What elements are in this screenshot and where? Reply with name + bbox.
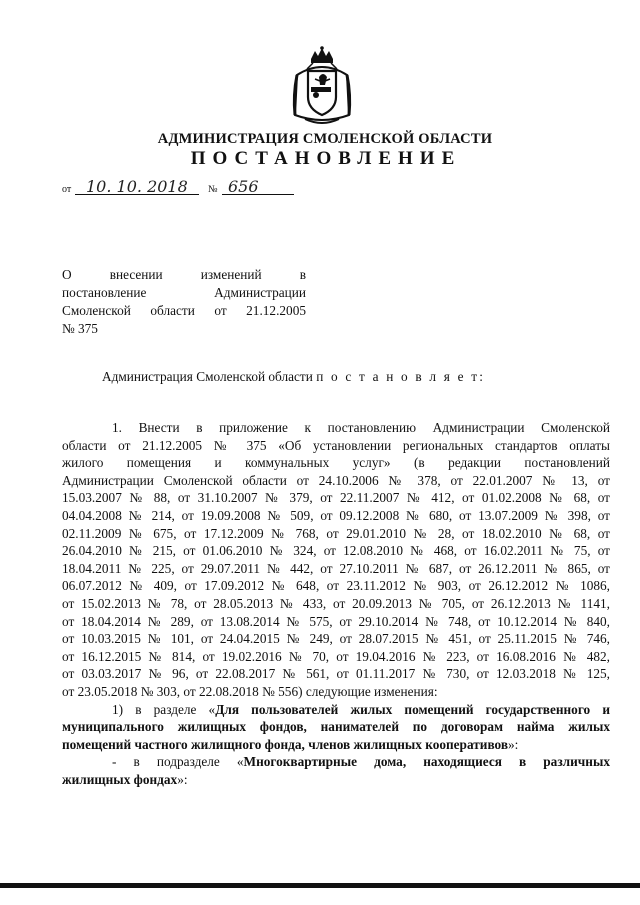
decree-body	[62, 419, 610, 788]
date-from-label: от	[62, 184, 72, 195]
body-line: от 23.05.2018 № 303, от 22.08.2018 № 556) следующие изменения:	[62, 683, 438, 699]
section-1-suffix: »:	[508, 736, 519, 752]
subsection-title: Многоквартирные дома, находящиеся в различных	[243, 754, 610, 770]
subsection-suffix: »:	[177, 771, 188, 787]
subject-line: постановление Администрации	[62, 285, 306, 300]
body-line: 04.04.2008 № 214, от 19.09.2008 № 509, от 09.12.2008 № 680, от 13.07.2009 № 398, от	[62, 507, 610, 523]
document-type-title: ПОСТАНОВЛЕНИЕ	[190, 148, 462, 169]
number-label: №	[208, 184, 218, 195]
section-1-prefix: 1) в разделе «	[112, 701, 216, 717]
organization-name: АДМИНИСТРАЦИЯ СМОЛЕНСКОЙ ОБЛАСТИ	[157, 131, 493, 147]
body-line: от 10.03.2015 № 101, от 24.04.2015 № 249, от 28.07.2015 № 451, от 25.11.2015 № 746,	[62, 631, 610, 647]
body-line: области от 21.12.2005 № 375 «Об установлении региональных стандартов оплаты	[62, 437, 610, 453]
body-line: 1. Внести в приложение к постановлению Администрации Смоленской	[112, 420, 610, 435]
subsection-line	[62, 753, 610, 771]
body-line: 18.04.2011 № 225, от 29.07.2011 № 442, от 27.10.2011 № 687, от 26.12.2011 № 865, от	[62, 560, 610, 576]
body-line: от 03.03.2017 № 96, от 22.08.2017 № 561, от 01.11.2017 № 730, от 12.03.2018 № 125,	[62, 666, 610, 682]
body-line: от 15.02.2013 № 78, от 28.05.2013 № 433, от 20.09.2013 № 705, от 26.12.2013 № 1141,	[62, 595, 610, 611]
page-bottom-border	[0, 883, 640, 888]
body-line: 02.11.2009 № 675, от 17.12.2009 № 768, от 29.01.2010 № 28, от 18.02.2010 № 68, от	[62, 525, 610, 541]
subject-line: О внесении изменений в	[62, 267, 306, 282]
body-line: от 18.04.2014 № 289, от 13.08.2014 № 575, от 29.10.2014 № 748, от 10.12.2014 № 840,	[62, 613, 610, 629]
section-1-line	[62, 701, 610, 719]
section-1-title: помещений частного жилищного фонда, членов жилищных кооперативов	[62, 736, 509, 752]
body-line: 26.04.2010 № 215, от 01.06.2010 № 324, от 12.08.2010 № 468, от 16.02.2011 № 75, от	[62, 543, 610, 559]
handwritten-number: 656	[228, 177, 259, 196]
subject-line: № 375	[62, 321, 98, 336]
section-1-line	[62, 736, 610, 754]
body-line: Администрации Смоленской области от 24.10.2006 № 378, от 22.01.2007 № 13, от	[62, 472, 610, 488]
body-line: от 16.12.2015 № 814, от 19.02.2016 № 70, от 19.04.2016 № 223, от 16.08.2016 № 482,	[62, 648, 610, 664]
body-line: жилого помещения и коммунальных услуг» (в редакции постановлений	[62, 455, 610, 471]
decree-subject	[62, 266, 306, 338]
coat-of-arms-emblem	[287, 45, 357, 127]
preamble-lead: Администрация Смоленской области	[102, 369, 313, 384]
subject-line: Смоленской области от 21.12.2005	[62, 303, 306, 318]
preamble-action: п о с т а н о в л я е т:	[316, 369, 486, 384]
section-1-title: Для пользователей жилых помещений государственного и	[215, 701, 610, 717]
body-line: 15.03.2007 № 88, от 31.10.2007 № 379, от 22.11.2007 № 412, от 01.02.2008 № 68, от	[62, 490, 610, 506]
section-1-line	[62, 718, 610, 736]
preamble	[102, 368, 522, 386]
section-1-title: муниципального жилищных фондов, нанимателей по договорам найма жилых	[62, 719, 610, 735]
subsection-title: жилищных фондах	[62, 771, 178, 787]
date-number-line	[62, 176, 302, 198]
body-line: 06.07.2012 № 409, от 17.09.2012 № 648, от 23.11.2012 № 903, от 26.12.2012 № 1086,	[62, 578, 610, 594]
subsection-line	[62, 771, 610, 789]
handwritten-date: 10. 10. 2018	[86, 177, 188, 196]
subsection-prefix: - в подразделе «	[112, 754, 244, 770]
